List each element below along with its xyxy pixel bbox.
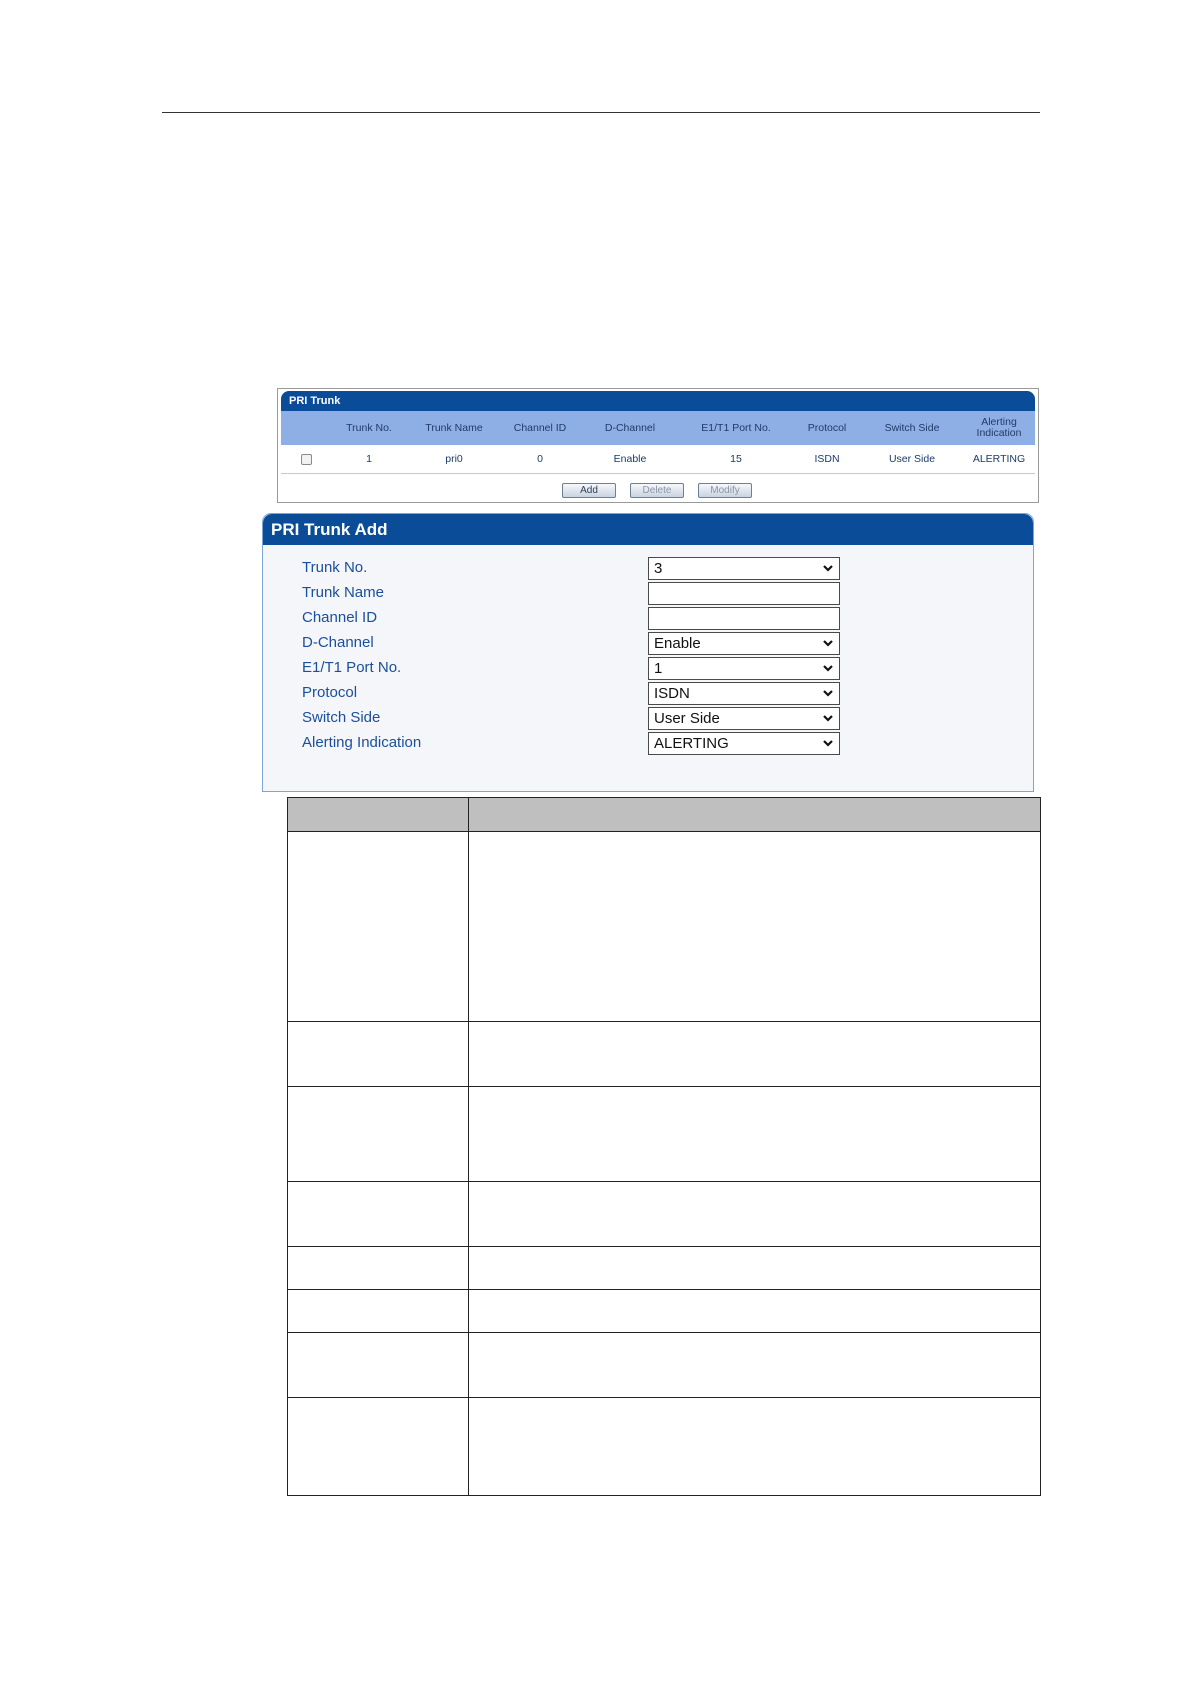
d-channel-select[interactable] xyxy=(648,632,840,655)
delete-button[interactable]: Delete xyxy=(630,483,684,498)
d-channel-value: Enable xyxy=(654,635,701,652)
port-no-select[interactable] xyxy=(648,657,840,680)
cell-d-channel: Enable xyxy=(613,453,647,465)
cell-protocol: ISDN xyxy=(814,453,840,465)
col-port-no: E1/T1 Port No. xyxy=(701,421,771,434)
table-row xyxy=(288,1333,1041,1398)
pri-trunk-list-title: PRI Trunk xyxy=(281,391,1035,411)
switch-side-value: User Side xyxy=(654,710,720,727)
protocol-value: ISDN xyxy=(654,685,690,702)
table-row xyxy=(288,1022,1041,1087)
cell-port-no: 15 xyxy=(730,453,742,465)
page-header-rule xyxy=(162,112,1040,113)
protocol-label: Protocol xyxy=(302,684,358,701)
pri-trunk-table-header xyxy=(281,411,1035,445)
col-switch-side: Switch Side xyxy=(884,421,940,434)
table-row xyxy=(288,832,1041,1022)
trunk-no-label: Trunk No. xyxy=(302,559,368,576)
alerting-indication-select[interactable] xyxy=(648,732,840,755)
chevron-down-icon xyxy=(822,737,834,749)
trunk-name-label: Trunk Name xyxy=(302,584,384,601)
alerting-indication-label: Alerting Indication xyxy=(302,734,422,751)
table-row xyxy=(288,1290,1041,1333)
channel-id-label: Channel ID xyxy=(302,609,378,626)
col-channel-id: Channel ID xyxy=(513,421,567,434)
cell-channel-id: 0 xyxy=(537,453,543,465)
col-alerting-indication: Alerting Indication xyxy=(976,416,1022,439)
trunk-name-input[interactable] xyxy=(648,582,840,605)
switch-side-select[interactable] xyxy=(648,707,840,730)
checkbox-icon[interactable] xyxy=(301,454,312,465)
add-button[interactable]: Add xyxy=(562,483,616,498)
chevron-down-icon xyxy=(822,712,834,724)
table-row xyxy=(288,1247,1041,1290)
protocol-select[interactable] xyxy=(648,682,840,705)
port-no-value: 1 xyxy=(654,660,663,677)
table-row xyxy=(288,1398,1041,1496)
switch-side-label: Switch Side xyxy=(302,709,381,726)
table-row xyxy=(288,1087,1041,1182)
port-no-label: E1/T1 Port No. xyxy=(302,659,402,676)
parameter-description-table xyxy=(287,797,1041,1496)
channel-id-input[interactable] xyxy=(648,607,840,630)
chevron-down-icon xyxy=(822,687,834,699)
cell-switch-side: User Side xyxy=(888,453,936,465)
table-row xyxy=(288,1182,1041,1247)
trunk-no-value: 3 xyxy=(654,560,663,577)
col-trunk-no: Trunk No. xyxy=(346,421,392,434)
chevron-down-icon xyxy=(822,662,834,674)
pri-trunk-list-panel xyxy=(277,388,1039,503)
table-row[interactable] xyxy=(281,445,1035,474)
d-channel-label: D-Channel xyxy=(302,634,374,651)
cell-trunk-name: pri0 xyxy=(445,453,463,465)
chevron-down-icon xyxy=(822,562,834,574)
pri-trunk-add-panel xyxy=(262,513,1034,792)
cell-alerting: ALERTING xyxy=(972,453,1026,465)
modify-button[interactable]: Modify xyxy=(698,483,752,498)
table-header-row xyxy=(288,798,1041,832)
cell-trunk-no: 1 xyxy=(366,453,372,465)
trunk-no-select[interactable] xyxy=(648,557,840,580)
chevron-down-icon xyxy=(822,637,834,649)
col-d-channel: D-Channel xyxy=(604,421,656,434)
alerting-indication-value: ALERTING xyxy=(654,735,729,752)
col-protocol: Protocol xyxy=(807,421,847,434)
col-trunk-name: Trunk Name xyxy=(425,421,483,434)
pri-trunk-add-title: PRI Trunk Add xyxy=(263,514,1033,545)
